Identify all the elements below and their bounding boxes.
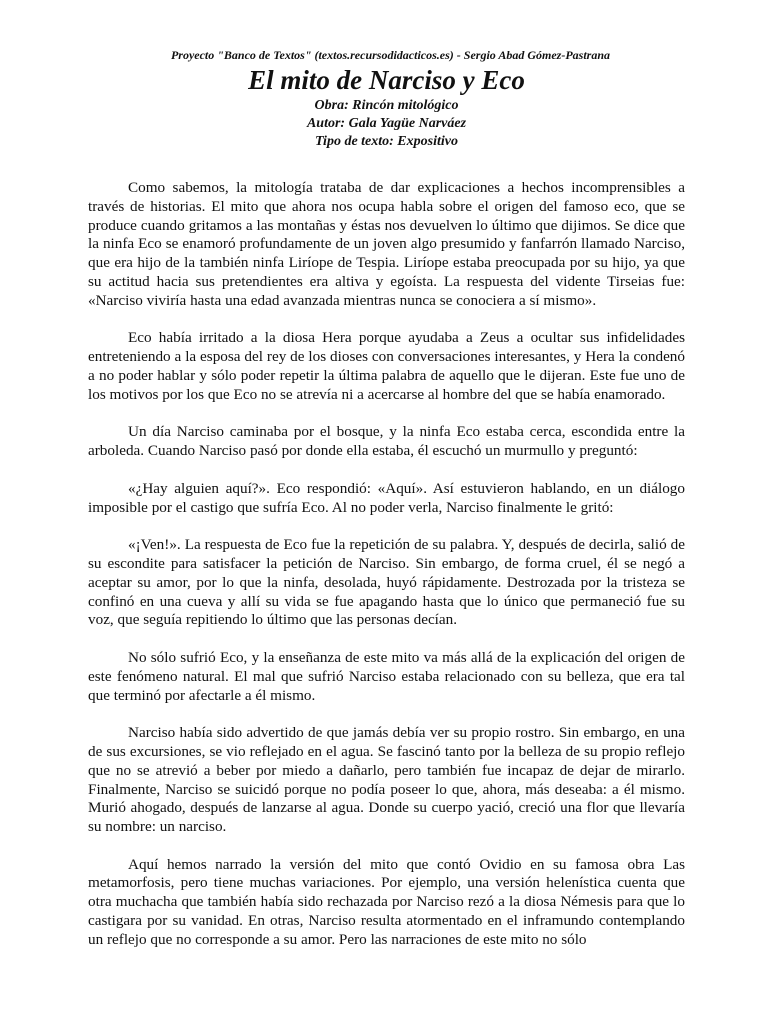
text-type-line: Tipo de texto: Expositivo bbox=[315, 134, 458, 149]
paragraph-reflection: Narciso había sido advertido de que jamás debía ver su propio rostro. Sin embargo, en una de sus excursiones, se vio reflejado en el agua. Se fascinó tanto por la belleza de su propio reflejo que no se atrevió a beber por miedo a dañarlo, pero también fue incapaz de dejar de mirarlo. Finalmente, Narciso se suicidó porque no podía poseer lo que, ahora, más deseaba: a él mismo. Murió ahogado, después de lanzarse al agua. Donde su cuerpo yació, creció una flor que llevaría su nombre: un narciso. bbox=[88, 724, 685, 836]
paragraph-dialogue: «¿Hay alguien aquí?». Eco respondió: «Aquí». Así estuvieron hablando, en un diálogo imposible por el castigo que sufría Eco. Al no poder verla, Narciso finalmente le gritó: bbox=[88, 479, 685, 516]
paragraph-intro: Como sabemos, la mitología trataba de dar explicaciones a hechos incomprensibles a través de historias. El mito que ahora nos ocupa habla sobre el origen del famoso eco, que se produce cuando gritamos a las montañas y éstas nos devuelven lo último que dijimos. Se dice que la ninfa Eco se enamoró profundamente de un joven algo presumido y fanfarrón llamado Narciso, que era hijo de la también ninfa Liríope de Tespia. Liríope estaba preocupada por su hijo, ya que su actitud hacia sus pretendientes era altiva y egoísta. La respuesta del vidente Tirseias fue: «Narciso viviría hasta una edad avanzada mientras nunca se conociera a sí mismo». bbox=[88, 179, 685, 309]
paragraph-versions: Aquí hemos narrado la versión del mito que contó Ovidio en su famosa obra Las metamorfosis, pero tiene muchas variaciones. Por ejemplo, una versión helenística cuenta que otra muchacha que también había sido rechazada por Narciso rezó a la diosa Némesis para que lo castigara por su vanidad. En otras, Narciso resulta atormentado en el inframundo contemplando un reflejo que no corresponde a su amor. Pero las narraciones de este mito no sólo bbox=[88, 855, 685, 948]
author-line: Autor: Gala Yagüe Narváez bbox=[306, 116, 467, 131]
paragraph-forest: Un día Narciso caminaba por el bosque, y la ninfa Eco estaba cerca, escondida entre la arboleda. Cuando Narciso pasó por donde ella estaba, él escuchó un murmullo y preguntó: bbox=[88, 423, 685, 460]
paragraph-rejection: «¡Ven!». La respuesta de Eco fue la repetición de su palabra. Y, después de decirla, salió de su escondite para satisfacer la petición de Narciso. Sin embargo, de forma cruel, él se negó a aceptar su amor, por lo que la ninfa, desolada, huyó rápidamente. Destrozada por la tristeza se confinó en una cueva y allí su vida se fue apagando hasta que lo único que permaneció fue su voz, que seguía repitiendo lo último que las personas decían. bbox=[88, 536, 685, 629]
paragraph-lesson: No sólo sufrió Eco, y la enseñanza de este mito va más allá de la explicación del origen de este fenómeno natural. El mal que sufrió Narciso estaba relacionado con su belleza, que era tal que terminó por afectarle a él mismo. bbox=[88, 648, 685, 704]
paragraph-hera-curse: Eco había irritado a la diosa Hera porque ayudaba a Zeus a ocultar sus infidelidades entreteniendo a la esposa del rey de los dioses con conversaciones interesantes, y Hera la condenó a no poder hablar y sólo poder repetir la última palabra de aquello que le dijeran. Este fue uno de los motivos por los que Eco no se atrevía ni a acercarse al hombre del que se había enamorado. bbox=[88, 329, 685, 403]
work-line: Obra: Rincón mitológico bbox=[314, 98, 459, 113]
document-body bbox=[88, 179, 685, 950]
page-title: El mito de Narciso y Eco bbox=[248, 65, 525, 95]
project-header: Proyecto "Banco de Textos" (textos.recursodidacticos.es) - Sergio Abad Gómez-Pastrana bbox=[170, 48, 611, 62]
